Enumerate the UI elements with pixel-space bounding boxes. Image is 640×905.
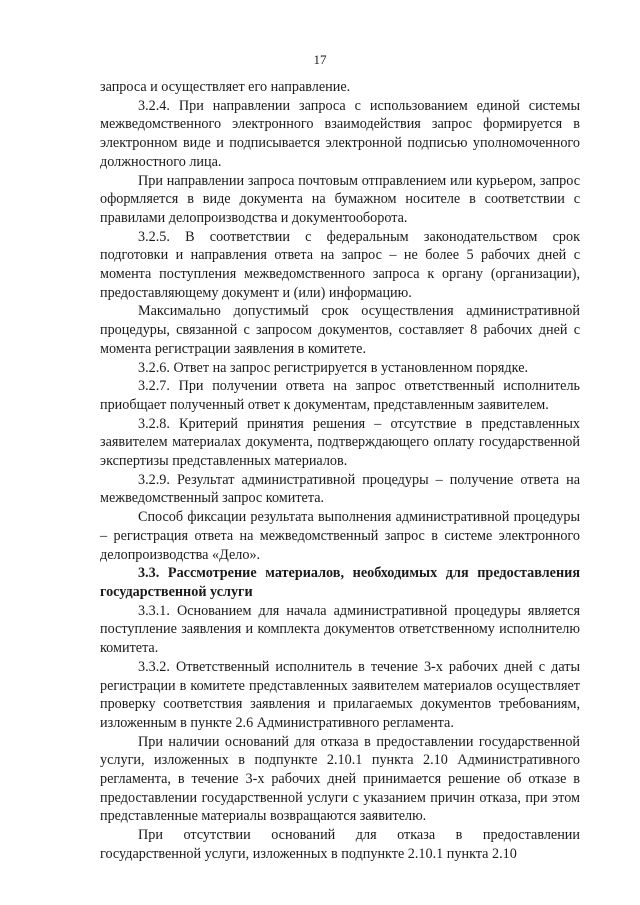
paragraph-no-refusal-grounds: При отсутствии оснований для отказа в предоставлении государственной услуги, изложенных в подпункте 2.10.1 пункта 2.10 bbox=[100, 827, 580, 862]
paragraph-3-2-7: 3.2.7. При получении ответа на запрос ответственный исполнитель приобщает полученный ответ к документам, представленным заявителем. bbox=[100, 378, 580, 413]
paragraph-fixation-method: Способ фиксации результата выполнения административной процедуры – регистрация ответа на межведомственный запрос в системе электронного делопроизводства «Дело». bbox=[100, 509, 580, 563]
paragraph-3-3-2: 3.3.2. Ответственный исполнитель в течение 3-х рабочих дней с даты регистрации в комитете представленных заявителем материалов осуществляет проверку соответствия заявления и прилагаемых документов требованиям, изложенным в пункте 2.6 Административного регламента. bbox=[100, 658, 580, 731]
paragraph-max-term: Максимально допустимый срок осуществления административной процедуры, связанной с запросом документов, составляет 8 рабочих дней с момента регистрации заявления в комитете. bbox=[100, 303, 580, 357]
paragraph-postal-request: При направлении запроса почтовым отправлением или курьером, запрос оформляется в виде документа на бумажном носителе в соответствии с правилами делопроизводства и документооборота. bbox=[100, 172, 580, 226]
paragraph-refusal-grounds: При наличии оснований для отказа в предоставлении государственной услуги, изложенных в подпункте 2.10.1 пункта 2.10 Административного регламента, в течение 3-х рабочих дней принимается решение об отказе в предоставлении государственной услуги с указанием причин отказа, при этом представленные материалы возвращаются заявителю. bbox=[100, 733, 580, 825]
document-body bbox=[100, 78, 580, 864]
section-heading-3-3: 3.3. Рассмотрение материалов, необходимых для предоставления государственной услуги bbox=[100, 565, 580, 600]
paragraph-3-2-9: 3.2.9. Результат административной процедуры – получение ответа на межведомственный запрос комитета. bbox=[100, 471, 580, 507]
paragraph-3-2-6: 3.2.6. Ответ на запрос регистрируется в установленном порядке. bbox=[138, 359, 529, 376]
paragraph-3-3-1: 3.3.1. Основанием для начала административной процедуры является поступление заявления и комплекта документов ответственному исполнителю комитета. bbox=[100, 602, 580, 657]
paragraph-3-2-8: 3.2.8. Критерий принятия решения – отсутствие в представленных заявителем материалах документа, подтверждающего оплату государственной экспертизы представленных материалов. bbox=[100, 415, 580, 470]
paragraph-3-2-5: 3.2.5. В соответствии с федеральным законодательством срок подготовки и направления ответа на запрос – не более 5 рабочих дней с момента поступления межведомственного запроса к органу (организации), предоставляющему документ и (или) информацию. bbox=[100, 228, 580, 301]
page-number: 17 bbox=[313, 52, 327, 67]
paragraph-continuation: запроса и осуществляет его направление. bbox=[100, 79, 351, 95]
paragraph-3-2-4: 3.2.4. При направлении запроса с использованием единой системы межведомственного электронного взаимодействия запрос формируется в электронном виде и подписывается электронной подписью уполномоченного должностного лица. bbox=[100, 97, 580, 170]
